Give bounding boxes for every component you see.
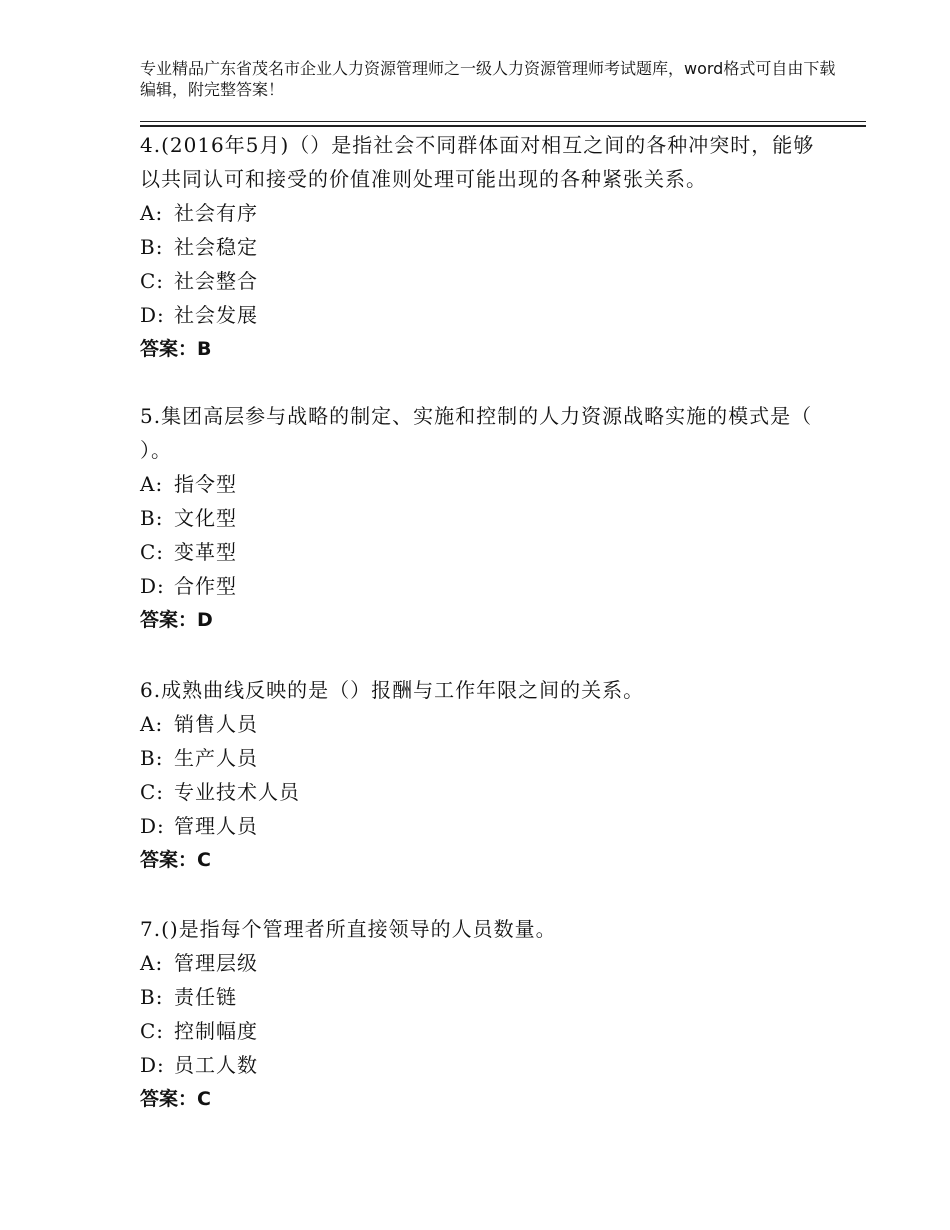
option-key: B: [140,235,164,259]
answer-line [140,603,820,637]
option-d [140,809,820,843]
option-key: D: [140,1053,165,1077]
option-key: D: [140,814,165,838]
answer-line [140,843,820,877]
option-text: 管理人员 [174,814,258,838]
option-text: 销售人员 [174,712,258,736]
option-text: 变革型 [174,540,237,564]
option-text: 责任链 [174,985,237,1009]
option-key: A: [140,201,164,225]
header-rule-thick [140,125,866,127]
option-b [140,980,820,1014]
option-d [140,1048,820,1082]
option-d [140,569,820,603]
option-key: C: [140,540,165,564]
option-key: B: [140,746,164,770]
answer-value: D [197,609,213,631]
question-5 [140,399,820,637]
option-a [140,707,820,741]
option-c [140,1014,820,1048]
option-key: C: [140,1019,165,1043]
answer-label: 答案： [140,849,198,871]
option-b [140,741,820,775]
option-key: A: [140,472,164,496]
option-d [140,298,820,332]
document-header: 专业精品广东省茂名市企业人力资源管理师之一级人力资源管理师考试题库，word格式可自由下载编辑，附完整答案！ [140,59,836,99]
option-text: 社会有序 [174,201,258,225]
option-c [140,775,820,809]
option-text: 社会整合 [174,269,258,293]
answer-value: C [197,849,211,871]
option-text: 专业技术人员 [174,780,300,804]
question-stem: 7.()是指每个管理者所直接领导的人员数量。 [140,917,557,941]
option-key: A: [140,712,164,736]
option-a [140,467,820,501]
option-key: D: [140,574,165,598]
option-c [140,264,820,298]
question-6 [140,673,820,877]
question-stem: 5.集团高层参与战略的制定、实施和控制的人力资源战略实施的模式是（ ）。 [140,404,813,462]
option-key: D: [140,303,165,327]
option-text: 生产人员 [174,746,258,770]
question-7 [140,912,820,1116]
option-text: 文化型 [174,506,237,530]
answer-label: 答案： [140,609,198,631]
option-key: B: [140,506,164,530]
answer-label: 答案： [140,1088,198,1110]
option-a [140,196,820,230]
option-text: 管理层级 [174,951,258,975]
answer-value: B [197,338,212,360]
option-key: C: [140,780,165,804]
option-b [140,230,820,264]
answer-value: C [197,1088,211,1110]
option-key: C: [140,269,165,293]
answer-line [140,332,820,366]
question-stem: 4.(2016年5月)（）是指社会不同群体面对相互之间的各种冲突时，能够以共同认可和接受的价值准则处理可能出现的各种紧张关系。 [140,133,815,191]
option-b [140,501,820,535]
option-key: B: [140,985,164,1009]
question-4 [140,128,820,366]
option-text: 控制幅度 [174,1019,258,1043]
option-text: 指令型 [174,472,237,496]
answer-line [140,1082,820,1116]
option-a [140,946,820,980]
option-text: 社会稳定 [174,235,258,259]
option-text: 合作型 [174,574,237,598]
option-c [140,535,820,569]
option-text: 社会发展 [174,303,258,327]
option-key: A: [140,951,164,975]
question-stem: 6.成熟曲线反映的是（）报酬与工作年限之间的关系。 [140,678,645,702]
answer-label: 答案： [140,338,198,360]
option-text: 员工人数 [174,1053,258,1077]
header-rule-thin [140,121,866,122]
